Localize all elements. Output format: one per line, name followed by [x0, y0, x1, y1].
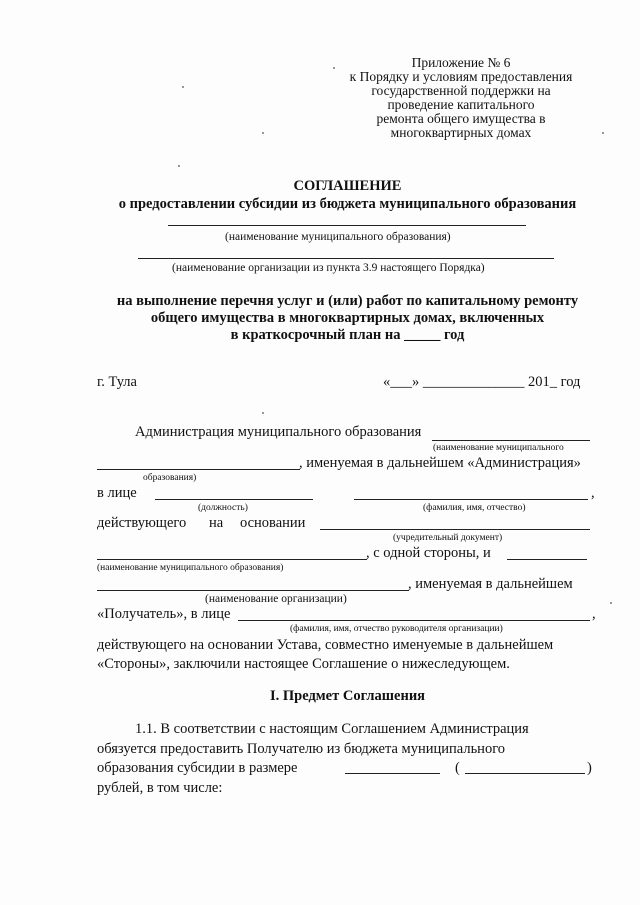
hint-mo-full: (наименование муниципального образования) — [97, 563, 284, 573]
subject-line-3: в краткосрочный план на _____ год — [230, 327, 465, 343]
document-title: СОГЛАШЕНИЕ — [293, 178, 402, 194]
hint-org: (наименование организации) — [205, 593, 347, 605]
referred-admin: , именуемая в дальнейшем «Администрация» — [299, 455, 581, 471]
subject-line-2: общего имущества в многоквартирных домах, включенных — [150, 310, 545, 326]
city: г. Тула — [97, 374, 137, 390]
paren-open: ( — [455, 760, 460, 776]
recipient-in-person: «Получатель», в лице — [97, 606, 231, 622]
mo-name-line — [168, 225, 526, 226]
agreement-date: «___» ______________ 201_ год — [383, 374, 581, 390]
subsidy-words-line — [465, 773, 585, 774]
one-side-text: , с одной стороны, и — [366, 545, 491, 561]
hint-fio: (фамилия, имя, отчество) — [423, 503, 526, 513]
scan-speck — [182, 86, 184, 88]
second-side-line — [507, 559, 587, 560]
subsidy-amount-line — [345, 773, 440, 774]
referred-recipient: , именуемая в дальнейшем — [408, 576, 573, 592]
scan-speck — [262, 412, 264, 414]
org-name-line — [138, 258, 554, 259]
recipient-head-line — [238, 620, 590, 621]
appendix-line: ремонта общего имущества в — [376, 111, 546, 126]
hint-position: (должность) — [198, 503, 248, 513]
mo-full-line — [97, 559, 367, 560]
admin-text: Администрация муниципального образования — [135, 424, 422, 440]
clause-1-1-line-3: образования субсидии в размере — [97, 760, 298, 776]
admin-mo-line-2 — [97, 469, 300, 470]
appendix-line: проведение капитального — [387, 97, 535, 112]
hint-org-name: (наименование организации из пункта 3.9 настоящего Порядка) — [172, 262, 485, 274]
hint-mo-a: (наименование муниципального — [433, 443, 564, 453]
clause-1-1-line-1: 1.1. В соответствии с настоящим Соглашением Администрация — [135, 721, 529, 737]
admin-mo-line — [432, 440, 590, 441]
position-line — [155, 499, 313, 500]
org-line — [97, 590, 409, 591]
appendix-line: многоквартирных домах — [390, 125, 532, 140]
comma: , — [591, 485, 595, 501]
scan-speck — [610, 602, 612, 604]
preamble-para-line-2: «Стороны», заключили настоящее Соглашение о нижеследующем. — [97, 656, 510, 672]
comma: , — [592, 606, 596, 622]
hint-fio-head: (фамилия, имя, отчество руководителя организации) — [290, 624, 503, 634]
acting-word-2: на — [209, 515, 224, 531]
fio-line — [354, 499, 588, 500]
preamble-para-line-1: действующего на основании Устава, совместно именуемые в дальнейшем — [97, 637, 554, 653]
in-person-label: в лице — [97, 485, 137, 501]
scan-speck — [178, 165, 180, 167]
clause-1-1-line-2: обязуется предоставить Получателю из бюджета муниципального — [97, 741, 506, 757]
hint-mo-name: (наименование муниципального образования) — [225, 231, 451, 243]
acting-word-1: действующего — [97, 515, 187, 531]
subject-line-1: на выполнение перечня услуг и (или) работ по капитальному ремонту — [116, 293, 579, 309]
appendix-number: Приложение № 6 — [411, 55, 511, 70]
paren-close: ) — [587, 760, 592, 776]
appendix-line: к Порядку и условиям предоставления — [349, 69, 573, 84]
founding-doc-line — [320, 529, 590, 530]
hint-founding-doc: (учредительный документ) — [393, 533, 503, 543]
clause-1-1-line-4: рублей, в том числе: — [97, 780, 223, 796]
acting-word-3: основании — [240, 515, 306, 531]
appendix-line: государственной поддержки на — [371, 83, 551, 98]
document-subtitle: о предоставлении субсидии из бюджета муниципального образования — [118, 196, 577, 212]
hint-mo-b: образования) — [143, 473, 197, 483]
section-heading: I. Предмет Соглашения — [269, 688, 426, 704]
scan-speck — [262, 132, 264, 134]
